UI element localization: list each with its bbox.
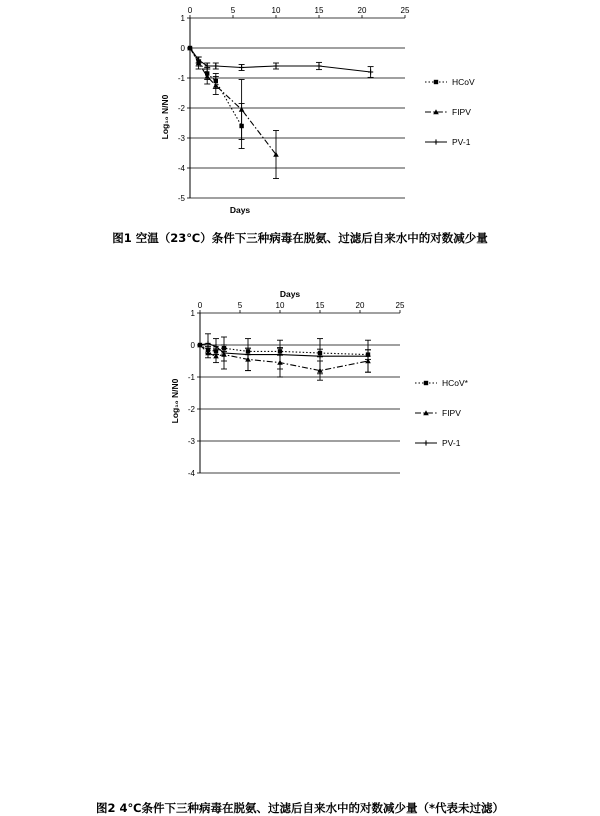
svg-text:5: 5 xyxy=(237,301,243,310)
svg-text:10: 10 xyxy=(271,6,281,15)
y-axis-title: Log₁₀ N/N0 xyxy=(160,94,170,140)
legend xyxy=(415,378,469,448)
gridlines xyxy=(190,18,405,198)
svg-text:20: 20 xyxy=(355,301,365,310)
svg-text:-2: -2 xyxy=(187,405,195,414)
svg-text:-2: -2 xyxy=(177,104,185,113)
legend-label: FIPV xyxy=(442,408,461,418)
svg-text:15: 15 xyxy=(315,301,325,310)
data-point-triangle xyxy=(239,107,245,112)
svg-text:5: 5 xyxy=(230,6,236,15)
chart-svg xyxy=(0,285,600,510)
svg-text:0: 0 xyxy=(190,341,195,350)
series-pv1 xyxy=(187,45,373,77)
svg-text:-3: -3 xyxy=(177,134,185,143)
legend xyxy=(425,77,475,147)
svg-text:1: 1 xyxy=(180,14,185,23)
svg-text:-5: -5 xyxy=(177,194,185,203)
svg-text:15: 15 xyxy=(314,6,324,15)
svg-text:0: 0 xyxy=(187,6,193,15)
chart-1 xyxy=(0,0,600,225)
figure-2-caption: 图2 4℃条件下三种病毒在脱氨、过滤后自来水中的对数减少量（*代表未过滤） xyxy=(96,801,504,815)
svg-text:25: 25 xyxy=(395,301,405,310)
data-point-cross xyxy=(316,63,321,68)
data-point-square xyxy=(424,381,428,385)
svg-text:1: 1 xyxy=(190,309,195,318)
legend-label: HCoV* xyxy=(442,378,468,388)
data-point-cross xyxy=(213,63,218,68)
data-point-cross xyxy=(368,69,373,74)
x-axis-ticks xyxy=(198,301,405,313)
data-point-cross xyxy=(423,440,428,445)
legend-label: HCoV xyxy=(452,77,475,87)
legend-label: FIPV xyxy=(452,107,471,117)
data-point-cross xyxy=(433,139,438,144)
svg-text:-3: -3 xyxy=(187,437,195,446)
y-axis-ticks xyxy=(178,14,190,203)
legend-label: PV-1 xyxy=(442,438,461,448)
svg-text:0: 0 xyxy=(197,301,203,310)
svg-text:-1: -1 xyxy=(177,74,185,83)
svg-text:0: 0 xyxy=(180,44,185,53)
legend-label: PV-1 xyxy=(452,137,471,147)
svg-text:-1: -1 xyxy=(187,373,195,382)
series-hcov xyxy=(188,46,245,149)
gridlines xyxy=(200,313,400,473)
x-axis-ticks xyxy=(188,6,410,18)
svg-text:20: 20 xyxy=(357,6,367,15)
x-axis-title: Days xyxy=(279,289,301,299)
y-axis-ticks xyxy=(188,309,200,478)
data-point-cross xyxy=(239,65,244,70)
svg-text:-4: -4 xyxy=(187,469,195,478)
y-axis-title: Log₁₀ N/N0 xyxy=(170,378,180,424)
chart-2 xyxy=(0,285,600,510)
series-fipv xyxy=(197,342,371,380)
data-point-cross xyxy=(273,63,278,68)
chart-svg xyxy=(0,0,600,225)
x-axis-title: Days xyxy=(229,205,251,215)
svg-text:25: 25 xyxy=(400,6,410,15)
figure-1-caption: 图1 空温（23℃）条件下三种病毒在脱氨、过滤后自来水中的对数减少量 xyxy=(112,231,488,245)
data-point-square xyxy=(434,80,438,84)
svg-text:10: 10 xyxy=(275,301,285,310)
figure-1 xyxy=(0,0,600,250)
figure-2 xyxy=(0,285,600,815)
svg-text:-4: -4 xyxy=(177,164,185,173)
